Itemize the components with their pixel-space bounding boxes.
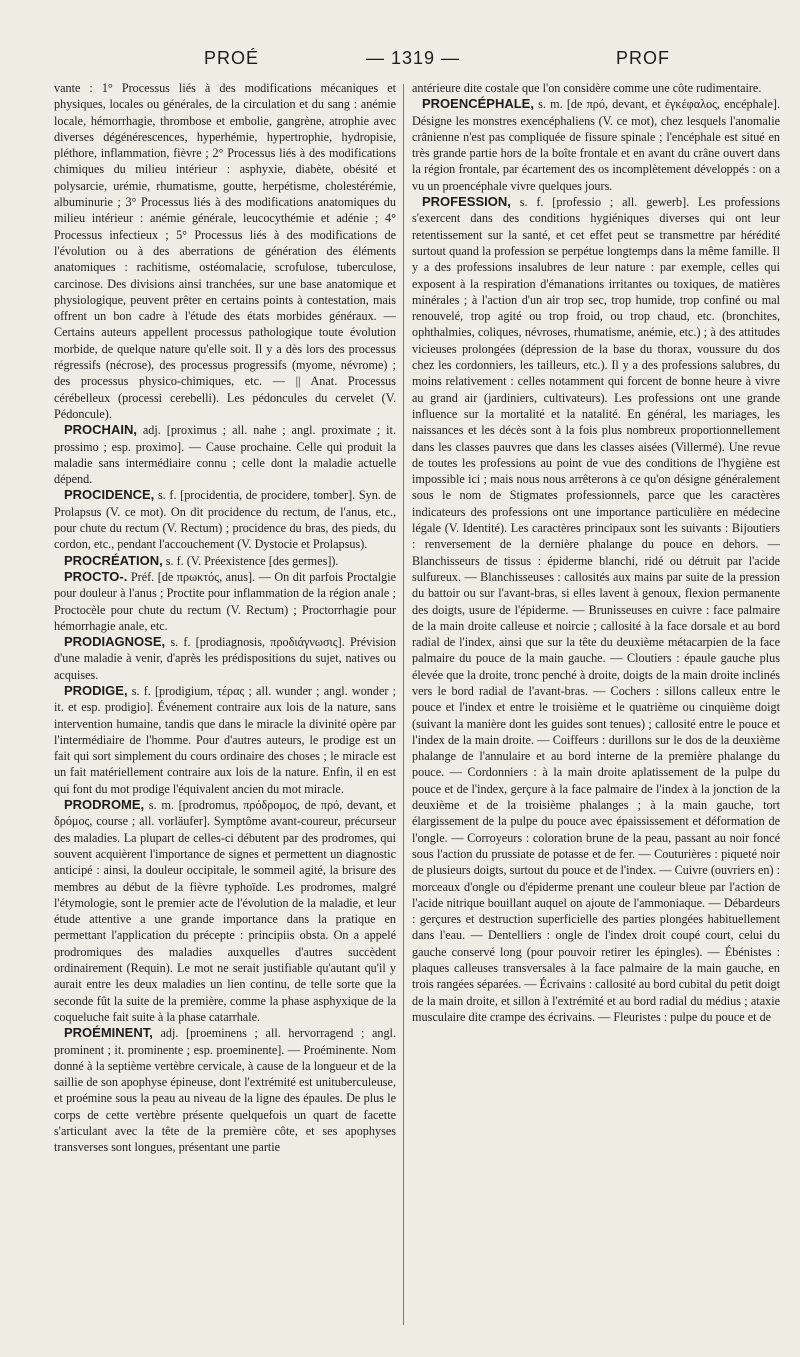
entry-text: adj. [proeminens ; all. hervorragend ; angl. prominent ; it. prominente ; esp. proeminente]. — Proéminente. Nom donné à la septième vertèbre cervicale, à cause de la longueur et de la saillie de son apophyse épineuse, dont l'extrémité est unituberculeuse, et proémine sous la peau au niveau de la ligne des épaules. De plus le corps de cette vertèbre présente quelquefois un quart de facette s'articulant avec la tête de la première côte, et ses apophyses transverses sont longues, présentant une partie [54,1026,396,1155]
entry-text: s. f. [prodiagnosis, προδιάγνωσις]. Prévision d'une maladie à venir, d'après les prédispositions du sujet, natives ou acquises. [54,635,396,682]
entry-prodrome [54,797,396,1025]
entry-headword: PROCHAIN, [64,422,137,438]
entry-headword: PROFESSION, [422,194,511,210]
entry-headword: PROÉMINENT, [64,1025,153,1041]
entry-headword: PRODIGE, [64,682,128,698]
entry-headword: PROCIDENCE, [64,487,155,503]
entry-text: s. m. [prodromus, πρόδρομος, de πρό, devant, et δρόμος, course ; all. vorläufer]. Symptôme avant-coureur, précurseur des maladies. La plupart de celles-ci débutent par des prodromes, qui souvent acquièrent l'importance de signes et permettent un diagnostic anticipé : ainsi, la douleur occipitale, le sommeil agité, la brisure des membres au début de la fièvre typhoïde. Les prodromes, malgré l'étymologie, sont le premier acte de l'évolution de la maladie, et leur étude attentive a une grande importance dans la pratique en permettant l'application du précepte : principiis obsta. On a appelé prodromiques des maladies auxquelles d'autres succèdent ordinairement (Requin). Le mot ne serait justifiable qu'autant qu'il y aurait entre les deux maladies un lien continu, de telle sorte que la seconde fût la suite de la première, comme la phase asphyxique de la coqueluche fait suite à la phase catarrhale. [54,798,396,1024]
entry-headword: PRODROME, [64,797,145,813]
entry-procreation [54,553,396,569]
right-column [412,80,780,1327]
running-head [54,48,776,76]
entry-text: Préf. [de πρωκτός, anus]. — On dit parfois Proctalgie pour douleur à l'anus ; Proctite pour inflammation de la région anale ; Proctocèle pour chute du rectum (V. Rectum) ; Proctorrhagie pour hémorrhagie anale, etc. [54,569,396,633]
entry-text: vante : 1° Processus liés à des modifications mécaniques et physiques, locales ou générales, de la circulation et du sang : anémie locale, hémorrhagie, thrombose et embolie, gangrène, atrophie avec diverses dégénérescences, hyperhémie, hypertrophie, hydropisie, pléthore, inflammation, fièvre ; 2° Processus liés à des modifications chimiques du milieu intérieur : asphyxie, diabète, obésité et polysarcie, urémie, rhumatisme, goutte, herpétisme, cholestérémie, albuminurie ; 3° Processus liés à des modifications anatomiques du milieu intérieur : anémie générale, leucocythémie et adénie ; 4° Processus infectieux ; 5° Processus liés à des modifications de l'évolution ou à des aberrations de génération des éléments anatomiques : rachitisme, ostéomalacie, scrofulose, tuberculose, carcinose. Des divisions ainsi tranchées, sur une base anatomique et physiologique, peuvent prêter en certains points à contestation, mais offrent un bon cadre à l'étude des états morbides généraux. — Certains auteurs appellent processus pathologique toute évolution morbide, de quelque nature qu'elle soit. Il y a dès lors des processus régressifs (nécrose), des processus progressifs (myome, névrome) ; des processus physico-chimiques, etc. — || Anat. Processus cérébelleux (processi cerebelli). Les pédoncules du cervelet (V. Pédoncule). [54,81,396,421]
running-head-left: PROÉ [204,48,260,68]
column-divider [403,84,404,1325]
entry-continuation [54,80,396,422]
entry-text: s. m. [de πρό, devant, et ἐγκέφαλος, encéphale]. Désigne les monstres exencéphaliens (V. ce mot), chez lesquels l'anomalie crânienne n'est pas compliquée de fissure spinale ; l'encéphale est situé en très grande partie hors de la boîte frontale et en avant du crâne ouvert dans la région frontale, par écartement des os incomplètement développés : on a vu un proencéphale vivre quelques jours. [412,97,780,193]
entry-headword: PROENCÉPHALE, [422,96,534,112]
entry-headword: PROCTO-. [64,568,128,584]
entry-procto [54,569,396,634]
left-column [54,80,396,1327]
entry-proeminent [54,1025,396,1155]
entry-headword: PRODIAGNOSE, [64,634,166,650]
entry-prodige [54,683,396,797]
entry-prochain [54,422,396,487]
entry-text: s. f. [procidentia, de procidere, tomber]. Syn. de Prolapsus (V. ce mot). On dit procidence du rectum, de l'anus, etc., pour chute du rectum (V. Rectum) ; procidence du bras, des pieds, du cordon, etc., pendant l'accouchement (V. Dystocie et Prolapsus). [54,488,396,552]
page-number: — 1319 — [366,48,461,68]
entry-text: s. f. [prodigium, τέρας ; all. wunder ; angl. wonder ; it. et esp. prodigio]. Événement contraire aux lois de la nature, sans intervention humaine, tandis que dans le miracle la divinité opère par l'intermédiaire de l'homme. Pour d'autres auteurs, le prodige est un fait qui sort simplement du cours ordinaire des choses ; le miracle est un fait matériellement contraire aux lois de la nature. Enfin, il en est qui font du mot prodige l'équivalent ancien du mot miracle. [54,683,396,796]
entry-prodiagnose [54,634,396,683]
entry-proencephale [412,96,780,194]
entry-profession [412,194,780,1025]
entry-text: s. f. (V. Préexistence [des germes]). [162,553,339,568]
entry-text: antérieure dite costale que l'on considère comme une côte rudimentaire. [412,81,762,95]
entry-continuation [412,80,780,96]
entry-procidence [54,487,396,552]
running-head-right: PROF [616,48,671,68]
entry-text: adj. [proximus ; all. nahe ; angl. proximate ; it. prossimo ; esp. proximo]. — Cause prochaine. Celle qui produit la maladie sans intermédiaire connu ; celle dont la maladie actuelle dépend. [54,423,396,487]
entry-text: s. f. [professio ; all. gewerb]. Les professions s'exercent dans des conditions hygiéniques diverses qui ont leur retentissement sur la santé, et cet effet peut se transmettre par hérédité surtout quand la profession se perpétue longtemps dans la même famille. Il y a des professions insalubres de leur nature : par exemple, celles qui exposent à la respiration d'émanations irritantes ou toxiques, de matières minérales ; à l'action d'un air trop sec, trop humide, trop confiné ou mal renouvelé, trop agité ou trop froid, ou trop chaud, etc. (bronchites, ophthalmies, coliques, névroses, rhumatisme, anémie, etc.) ; à des attitudes vicieuses prolongées (dépression de la base du thorax, voussure du dos chez les cordonniers, les tailleurs, etc.). Il y a des professions salubres, du moins relativement : celles notamment qui forcent de bonne heure à vivre au grand air (jardiniers, cultivateurs). Les professions ont une grande influence sur la mortalité et la natalité. En général, les mariages, les naissances et les décès sont à la fois plus nombreux proportionnellement dans les classes pauvres que dans les classes aisées (Villermé). Une revue de toutes les professions au point de vue des conditions de l'hygiène est impossible ici ; mais nous nous arrêterons à ce qu'on désigne généralement sous le nom de Stigmates professionnels, parce que les caractères indicateurs des professions ont une importance particulière en médecine légale (V. Identité). Les caractères principaux sont les suivants : Bijoutiers : renversement de la dernière phalange du pouce en dehors. — Blanchisseurs de tissus : épiderme blanchi, ridé ou détruit par l'acide sulfureux. — Blanchisseuses : callosités aux mains par suite de la pression du battoir ou sur l'avant-bras, si elles lavent à genoux, flexion permanente des doigts, usure de l'épiderme. — Brunisseuses en cuivre : face palmaire de la main droite calleuse et noircie ; callosité à la face dorsale et au bord radial de l'index, ainsi que sur la tête du deuxième métacarpien de la face palmaire du pouce de la main gauche. — Cloutiers : épaule gauche plus élevée que la droite, tronc penché à droite, doigts de la main droite inclinés vers le bord radial de l'avant-bras. — Cochers : sillons calleux entre le pouce et l'index et entre le troisième et le quatrième ou cinquième doigt (suivant la manière dont les guides sont tenues) ; callosité entre le pouce et l'index de la main droite. — Coiffeurs : durillons sur le dos de la deuxième phalange de l'annulaire et au bord interne de la première phalange du pouce. — Cordonniers : à la main droite aplatissement de la pulpe du pouce et de l'index, gerçure à la face palmaire de l'index à la jonction de la deuxième et de la troisième phalanges ; à la main gauche, tort élargissement de la pulpe du pouce avec épaississement et déformation de l'ongle. — Corroyeurs : coloration brune de la peau, passant au noir foncé sous l'action du prussiate de potasse et de fer. — Couturières : piqueté noir de plusieurs doigts, surtout du pouce et de l'index. — Cuivre (ouvriers en) : morceaux d'ongle ou d'épiderme prenant une couleur bleue par l'action de l'acide nitrique bouillant auquel on ajoute de l'ammoniaque. — Débardeurs : gerçures et destruction superficielle des parties plongées habituellement dans l'eau. — Dentelliers : ongle de l'index droit coupé court, celui du gauche conservé long (pour pouvoir retirer les épingles). — Ébénistes : plaques calleuses transversales à la face palmaire de la main gauche, en trois rangées séparées. — Écrivains : callosité au bord cubital du petit doigt de la main droite, et sillon à l'extrémité et au bord radial du médius ; ataxie musculaire dite crampe des écrivains. — Fleuristes : pulpe du pouce et de [412,195,780,1024]
entry-headword: PROCRÉATION, [64,552,163,568]
